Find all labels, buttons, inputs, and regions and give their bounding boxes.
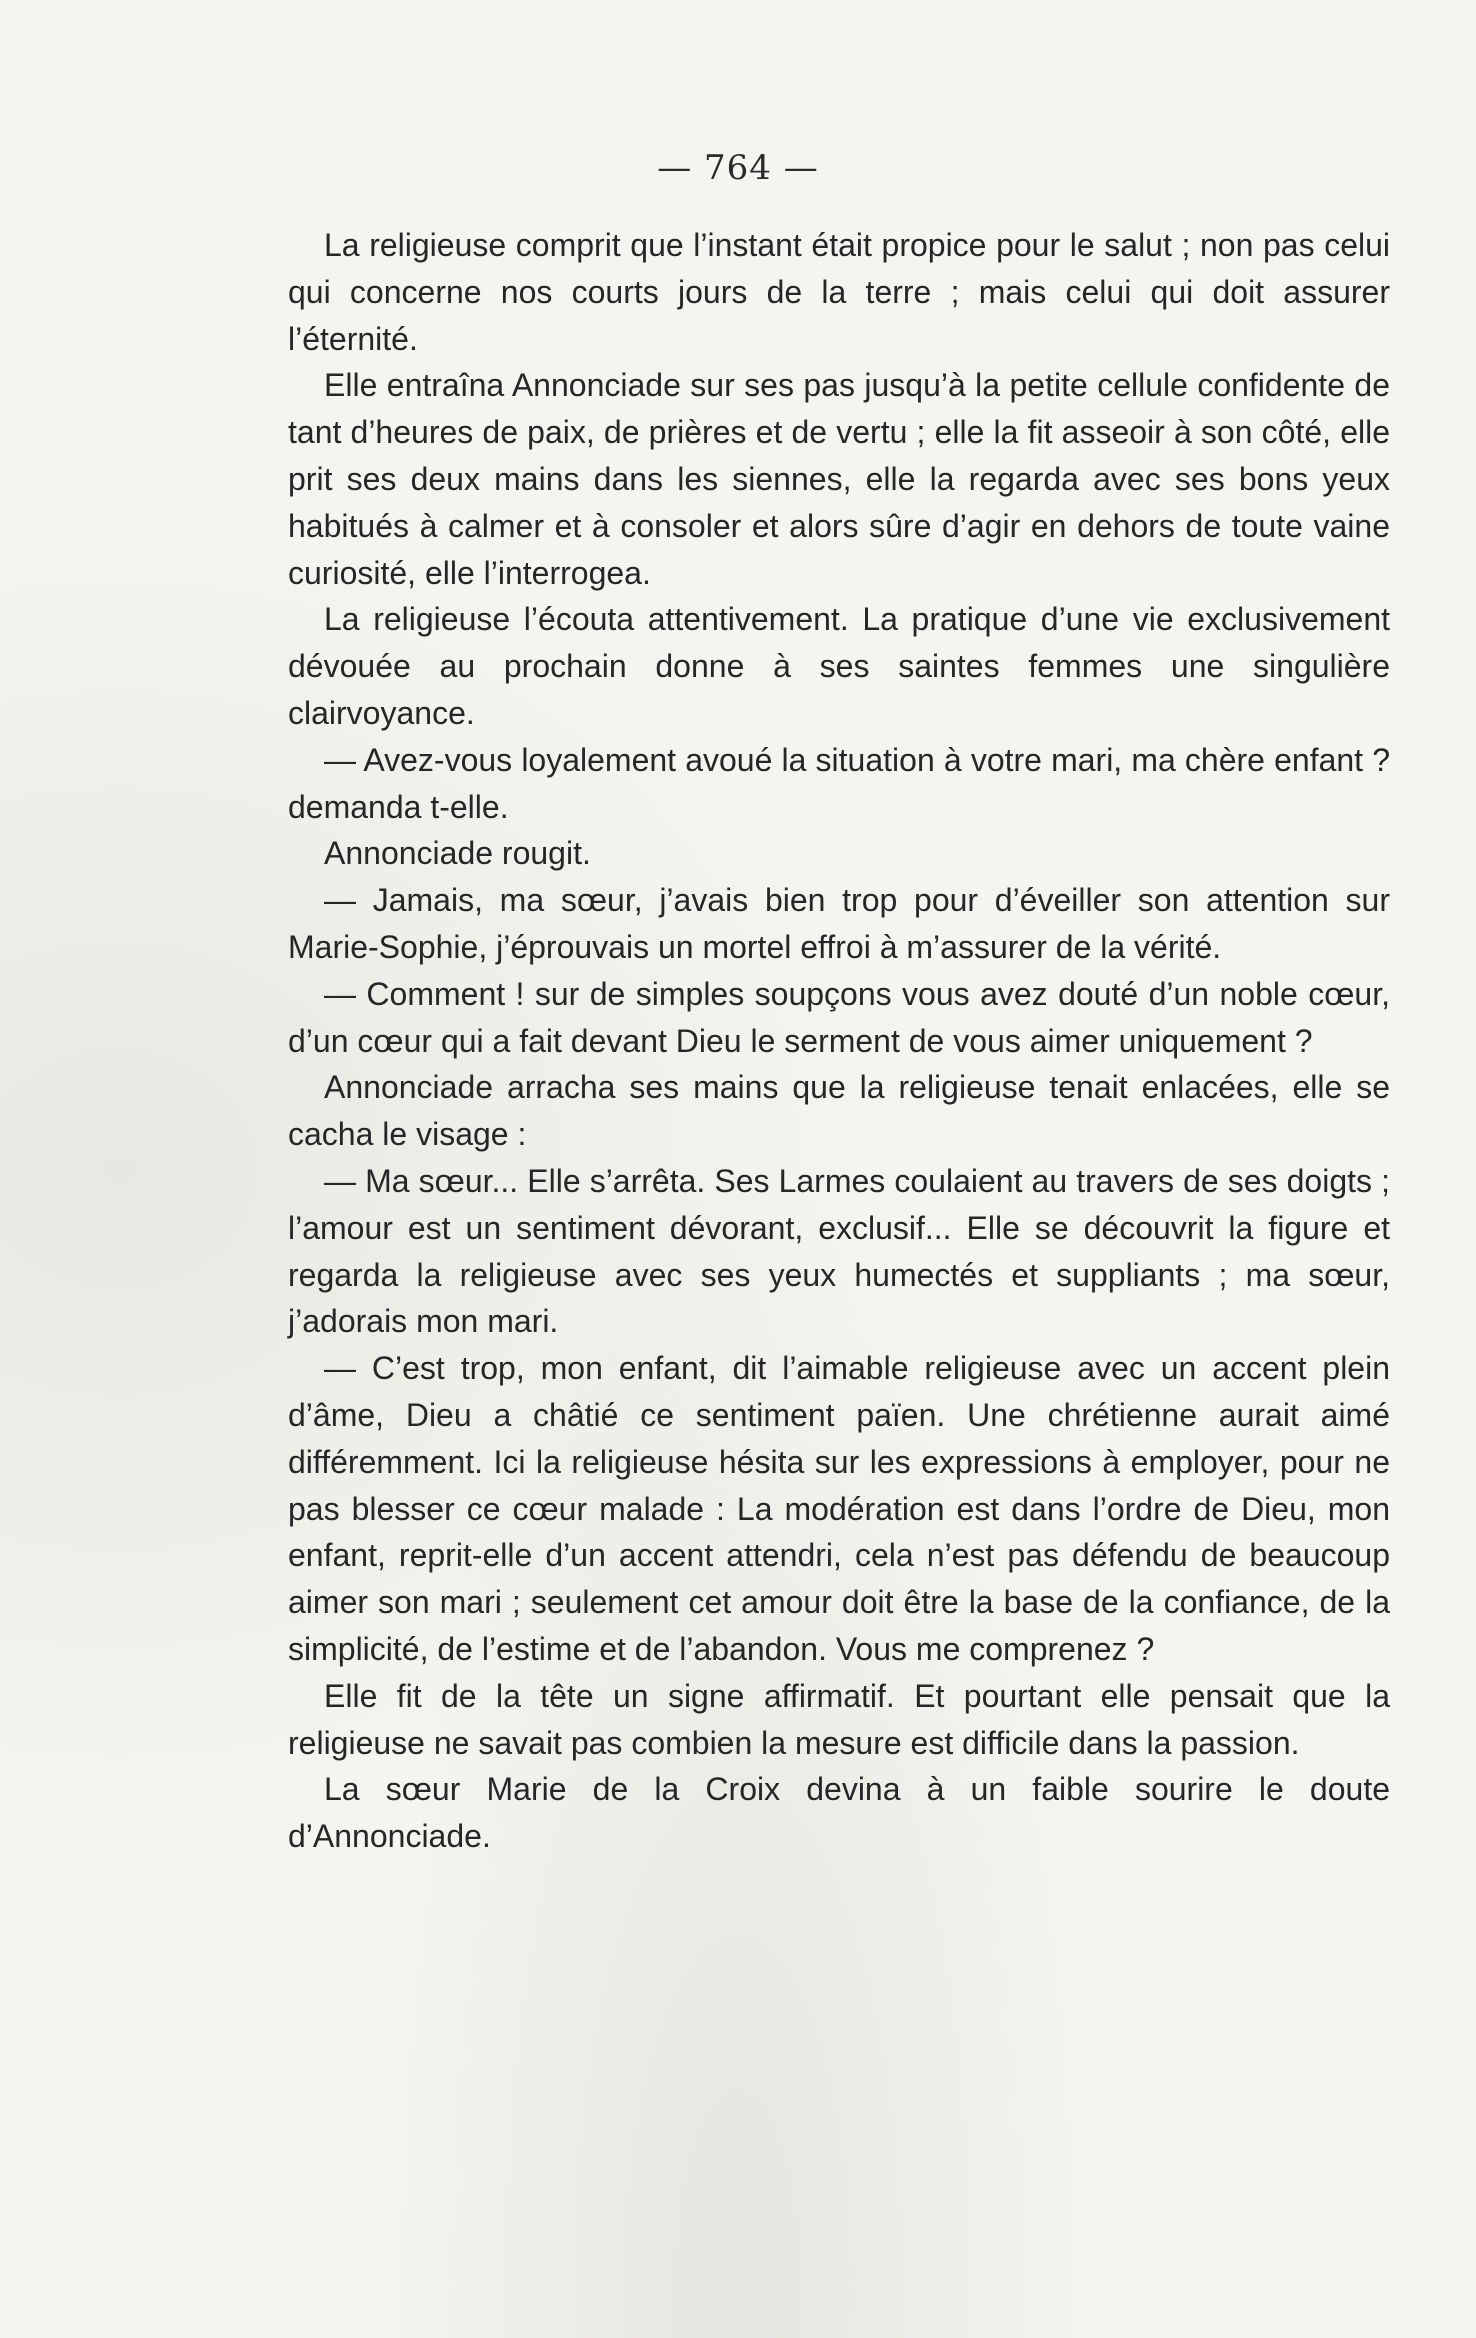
paragraph: La religieuse l’écouta attentivement. La pratique d’une vie exclusivement dévouée au prochain donne à ses saintes femmes une singulière clairvoyance.	[288, 601, 1390, 731]
paragraph: Elle entraîna Annonciade sur ses pas jusqu’à la petite cellule confidente de tant d’heures de paix, de prières et de vertu ; elle la fit asseoir à son côté, elle prit ses deux mains dans les siennes, elle la regarda avec ses bons yeux habitués à calmer et à consoler et alors sûre d’agir en dehors de toute vaine curiosité, elle l’interrogea.	[288, 367, 1390, 591]
paragraph: — Avez-vous loyalement avoué la situation à votre mari, ma chère enfant ? demanda t-elle.	[288, 741, 1390, 825]
body-text	[288, 222, 1390, 1860]
paragraph: — Ma sœur... Elle s’arrêta. Ses Larmes coulaient au travers de ses doigts ; l’amour est un sentiment dévorant, exclusif... Elle se découvrit la figure et regarda la religieuse avec ses yeux humectés et suppliants ; ma sœur, j’adorais mon mari.	[288, 1162, 1390, 1340]
paragraph: — C’est trop, mon enfant, dit l’aimable religieuse avec un accent plein d’âme, Dieu a châtié ce sentiment païen. Une chrétienne aurait aimé différemment. Ici la religieuse hésita sur les expressions à employer, pour ne pas blesser ce cœur malade : La modération est dans l’ordre de Dieu, mon enfant, reprit-elle d’un accent attendri, cela n’est pas défendu de beaucoup aimer son mari ; seulement cet amour doit être la base de la confiance, de la simplicité, de l’estime et de l’abandon. Vous me comprenez ?	[288, 1350, 1390, 1667]
paragraph: — Comment ! sur de simples soupçons vous avez douté d’un noble cœur, d’un cœur qui a fait devant Dieu le serment de vous aimer uniquement ?	[288, 975, 1390, 1059]
paragraph: La religieuse comprit que l’instant était propice pour le salut ; non pas celui qui concerne nos courts jours de la terre ; mais celui qui doit assurer l’éternité.	[288, 227, 1390, 357]
paragraph: Annonciade arracha ses mains que la religieuse tenait enlacées, elle se cacha le visage :	[288, 1069, 1390, 1153]
paragraph: Annonciade rougit.	[324, 835, 591, 872]
paragraph: Elle fit de la tête un signe affirmatif. Et pourtant elle pensait que la religieuse ne savait pas combien la mesure est difficile dans la passion.	[288, 1677, 1390, 1761]
paragraph: La sœur Marie de la Croix devina à un faible sourire le doute d’Annonciade.	[288, 1771, 1390, 1855]
page-number: — 764 —	[657, 148, 819, 188]
paragraph: — Jamais, ma sœur, j’avais bien trop pour d’éveiller son attention sur Marie-Sophie, j’éprouvais un mortel effroi à m’assurer de la vérité.	[288, 882, 1390, 965]
